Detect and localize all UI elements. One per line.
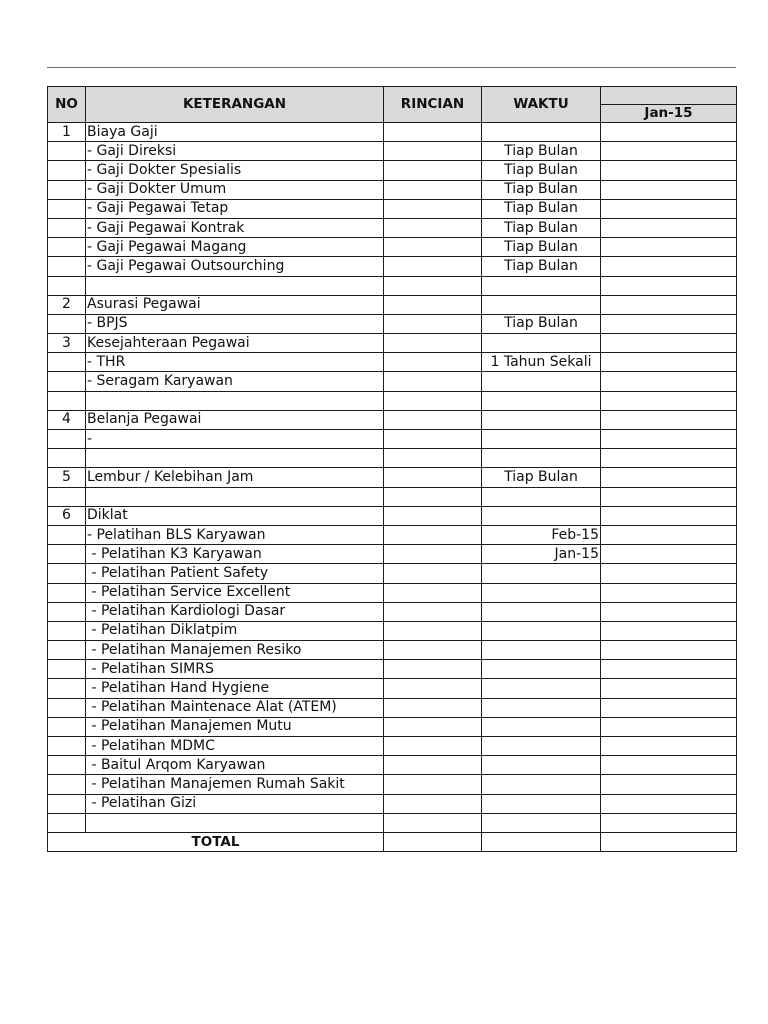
row-rincian-cell [384,180,482,199]
row-no-cell [48,756,86,775]
row-waktu-cell [482,506,601,525]
row-keterangan-cell: - Pelatihan BLS Karyawan [86,525,384,544]
table-row [48,257,737,276]
row-month-cell [601,775,737,794]
row-no-cell [48,430,86,449]
row-rincian-cell [384,679,482,698]
row-no-cell [48,602,86,621]
row-keterangan-cell: - Pelatihan Diklatpim [86,621,384,640]
row-keterangan-cell: - Pelatihan K3 Karyawan [86,545,384,564]
total-rincian-cell [384,832,482,851]
row-keterangan-cell: - [86,430,384,449]
row-keterangan-cell: - Pelatihan MDMC [86,737,384,756]
row-waktu-cell [482,621,601,640]
row-keterangan-cell [86,391,384,410]
table-row [48,506,737,525]
row-keterangan-cell: - Pelatihan Kardiologi Dasar [86,602,384,621]
table-row [48,564,737,583]
row-waktu-cell [482,391,601,410]
header-no: NO [48,87,86,123]
row-rincian-cell [384,430,482,449]
row-waktu-cell [482,641,601,660]
top-divider-line [47,67,736,68]
row-rincian-cell [384,564,482,583]
row-waktu-cell [482,756,601,775]
row-waktu-cell [482,813,601,832]
row-month-cell [601,314,737,333]
row-no-cell [48,314,86,333]
row-month-cell [601,161,737,180]
row-no-cell [48,218,86,237]
row-rincian-cell [384,142,482,161]
row-keterangan-cell: - Pelatihan Manajemen Mutu [86,717,384,736]
header-waktu: WAKTU [482,87,601,123]
row-rincian-cell [384,545,482,564]
row-month-cell [601,794,737,813]
row-waktu-cell [482,372,601,391]
row-keterangan-cell: Lembur / Kelebihan Jam [86,468,384,487]
table-row [48,199,737,218]
row-no-cell [48,353,86,372]
row-keterangan-cell: - Gaji Dokter Spesialis [86,161,384,180]
row-waktu-cell [482,698,601,717]
row-month-cell [601,391,737,410]
row-waktu-cell [482,775,601,794]
row-waktu-cell [482,794,601,813]
table-row [48,218,737,237]
row-rincian-cell [384,506,482,525]
row-month-cell [601,717,737,736]
header-month: Jan-15 [601,105,737,123]
row-rincian-cell [384,410,482,429]
row-month-cell [601,199,737,218]
table-row [48,717,737,736]
row-month-cell [601,487,737,506]
row-rincian-cell [384,602,482,621]
row-month-cell [601,334,737,353]
row-rincian-cell [384,257,482,276]
row-keterangan-cell: - Pelatihan Hand Hygiene [86,679,384,698]
row-month-cell [601,180,737,199]
row-month-cell [601,525,737,544]
row-no-cell [48,813,86,832]
row-rincian-cell [384,756,482,775]
row-keterangan-cell: - Pelatihan Manajemen Resiko [86,641,384,660]
row-waktu-cell [482,487,601,506]
row-rincian-cell [384,660,482,679]
table-row [48,468,737,487]
row-keterangan-cell: - Gaji Direksi [86,142,384,161]
row-no-cell [48,775,86,794]
row-no-cell: 6 [48,506,86,525]
row-keterangan-cell: - BPJS [86,314,384,333]
table-row [48,142,737,161]
row-waktu-cell: Tiap Bulan [482,314,601,333]
table-row [48,602,737,621]
row-rincian-cell [384,487,482,506]
row-keterangan-cell [86,487,384,506]
row-waktu-cell [482,602,601,621]
row-month-cell [601,449,737,468]
row-rincian-cell [384,583,482,602]
row-keterangan-cell: - Seragam Karyawan [86,372,384,391]
row-month-cell [601,621,737,640]
table-row [48,314,737,333]
row-no-cell [48,698,86,717]
row-no-cell [48,449,86,468]
row-month-cell [601,506,737,525]
row-waktu-cell: Tiap Bulan [482,238,601,257]
table-row [48,238,737,257]
row-month-cell [601,756,737,775]
row-no-cell [48,180,86,199]
row-keterangan-cell: Belanja Pegawai [86,410,384,429]
table-row [48,775,737,794]
table-row [48,583,737,602]
row-rincian-cell [384,717,482,736]
row-rincian-cell [384,698,482,717]
row-no-cell [48,161,86,180]
row-rincian-cell [384,314,482,333]
row-keterangan-cell [86,276,384,295]
table-row [48,737,737,756]
row-keterangan-cell: - Gaji Dokter Umum [86,180,384,199]
row-waktu-cell [482,276,601,295]
total-month-cell [601,832,737,851]
row-rincian-cell [384,621,482,640]
row-waktu-cell [482,679,601,698]
row-no-cell [48,737,86,756]
row-waktu-cell [482,449,601,468]
row-keterangan-cell: - THR [86,353,384,372]
header-keterangan: KETERANGAN [86,87,384,123]
row-rincian-cell [384,794,482,813]
row-keterangan-cell: - Pelatihan Manajemen Rumah Sakit [86,775,384,794]
row-no-cell [48,621,86,640]
table-row [48,410,737,429]
row-rincian-cell [384,737,482,756]
row-no-cell [48,525,86,544]
row-month-cell [601,142,737,161]
table-row [48,180,737,199]
row-rincian-cell [384,525,482,544]
row-waktu-cell: Tiap Bulan [482,468,601,487]
row-keterangan-cell [86,813,384,832]
row-waktu-cell [482,737,601,756]
row-no-cell [48,276,86,295]
table-row [48,449,737,468]
table-footer [48,832,737,851]
row-waktu-cell: Tiap Bulan [482,218,601,237]
table-row [48,161,737,180]
row-rincian-cell [384,813,482,832]
row-month-cell [601,813,737,832]
row-month-cell [601,698,737,717]
row-keterangan-cell: Diklat [86,506,384,525]
row-no-cell [48,564,86,583]
row-month-cell [601,737,737,756]
table-row [48,813,737,832]
table-body [48,123,737,833]
row-waktu-cell [482,430,601,449]
row-waktu-cell [482,583,601,602]
row-keterangan-cell: Asurasi Pegawai [86,295,384,314]
row-month-cell [601,276,737,295]
row-rincian-cell [384,468,482,487]
row-month-cell [601,660,737,679]
row-rincian-cell [384,199,482,218]
row-no-cell [48,660,86,679]
table-row [48,487,737,506]
row-month-cell [601,353,737,372]
row-no-cell: 1 [48,123,86,142]
row-no-cell: 2 [48,295,86,314]
table-row [48,698,737,717]
row-keterangan-cell: - Gaji Pegawai Kontrak [86,218,384,237]
row-no-cell: 3 [48,334,86,353]
row-month-cell [601,218,737,237]
row-waktu-cell [482,334,601,353]
row-rincian-cell [384,334,482,353]
row-waktu-cell [482,660,601,679]
row-rincian-cell [384,641,482,660]
row-waktu-cell: Feb-15 [482,525,601,544]
row-no-cell [48,717,86,736]
table-row [48,295,737,314]
row-month-cell [601,257,737,276]
row-waktu-cell: Tiap Bulan [482,142,601,161]
row-waktu-cell: Tiap Bulan [482,161,601,180]
row-rincian-cell [384,353,482,372]
row-month-cell [601,583,737,602]
table-row [48,372,737,391]
row-month-cell [601,430,737,449]
table-row [48,334,737,353]
row-rincian-cell [384,238,482,257]
table-row [48,430,737,449]
row-rincian-cell [384,391,482,410]
row-month-cell [601,295,737,314]
table-row [48,641,737,660]
total-label: TOTAL [48,832,384,851]
row-rincian-cell [384,218,482,237]
table-row [48,660,737,679]
row-keterangan-cell: - Baitul Arqom Karyawan [86,756,384,775]
table-row [48,756,737,775]
row-month-cell [601,679,737,698]
row-waktu-cell: 1 Tahun Sekali [482,353,601,372]
row-rincian-cell [384,775,482,794]
row-no-cell [48,794,86,813]
row-no-cell [48,257,86,276]
row-rincian-cell [384,372,482,391]
row-month-cell [601,545,737,564]
table-row [48,353,737,372]
row-month-cell [601,641,737,660]
row-month-cell [601,410,737,429]
total-row [48,832,737,851]
table-row [48,123,737,142]
row-no-cell [48,142,86,161]
row-waktu-cell: Tiap Bulan [482,257,601,276]
row-keterangan-cell: Biaya Gaji [86,123,384,142]
row-no-cell [48,372,86,391]
budget-table [47,86,737,852]
row-keterangan-cell: - Pelatihan Maintenace Alat (ATEM) [86,698,384,717]
total-waktu-cell [482,832,601,851]
header-rincian: RINCIAN [384,87,482,123]
row-waktu-cell [482,410,601,429]
row-keterangan-cell: - Gaji Pegawai Outsourching [86,257,384,276]
header-row [48,87,737,105]
row-no-cell [48,679,86,698]
row-waktu-cell: Tiap Bulan [482,180,601,199]
row-rincian-cell [384,449,482,468]
row-keterangan-cell [86,449,384,468]
table-header [48,87,737,123]
row-keterangan-cell: Kesejahteraan Pegawai [86,334,384,353]
row-no-cell [48,583,86,602]
row-no-cell: 5 [48,468,86,487]
table-row [48,276,737,295]
row-rincian-cell [384,161,482,180]
row-month-cell [601,564,737,583]
row-keterangan-cell: - Pelatihan Gizi [86,794,384,813]
row-waktu-cell: Tiap Bulan [482,199,601,218]
row-no-cell [48,238,86,257]
row-no-cell [48,487,86,506]
row-waktu-cell [482,123,601,142]
table-row [48,525,737,544]
row-waktu-cell [482,564,601,583]
row-keterangan-cell: - Pelatihan SIMRS [86,660,384,679]
row-month-cell [601,468,737,487]
row-keterangan-cell: - Pelatihan Service Excellent [86,583,384,602]
row-rincian-cell [384,276,482,295]
row-rincian-cell [384,123,482,142]
row-keterangan-cell: - Pelatihan Patient Safety [86,564,384,583]
row-waktu-cell [482,717,601,736]
row-month-cell [601,238,737,257]
row-waktu-cell [482,295,601,314]
row-keterangan-cell: - Gaji Pegawai Magang [86,238,384,257]
row-month-cell [601,123,737,142]
row-no-cell [48,641,86,660]
row-waktu-cell: Jan-15 [482,545,601,564]
row-no-cell [48,391,86,410]
row-no-cell: 4 [48,410,86,429]
table-row [48,794,737,813]
table-row [48,545,737,564]
row-no-cell [48,199,86,218]
table-row [48,679,737,698]
table-row [48,621,737,640]
header-month-group [601,87,737,105]
table-row [48,391,737,410]
row-no-cell [48,545,86,564]
row-month-cell [601,372,737,391]
row-month-cell [601,602,737,621]
row-rincian-cell [384,295,482,314]
row-keterangan-cell: - Gaji Pegawai Tetap [86,199,384,218]
